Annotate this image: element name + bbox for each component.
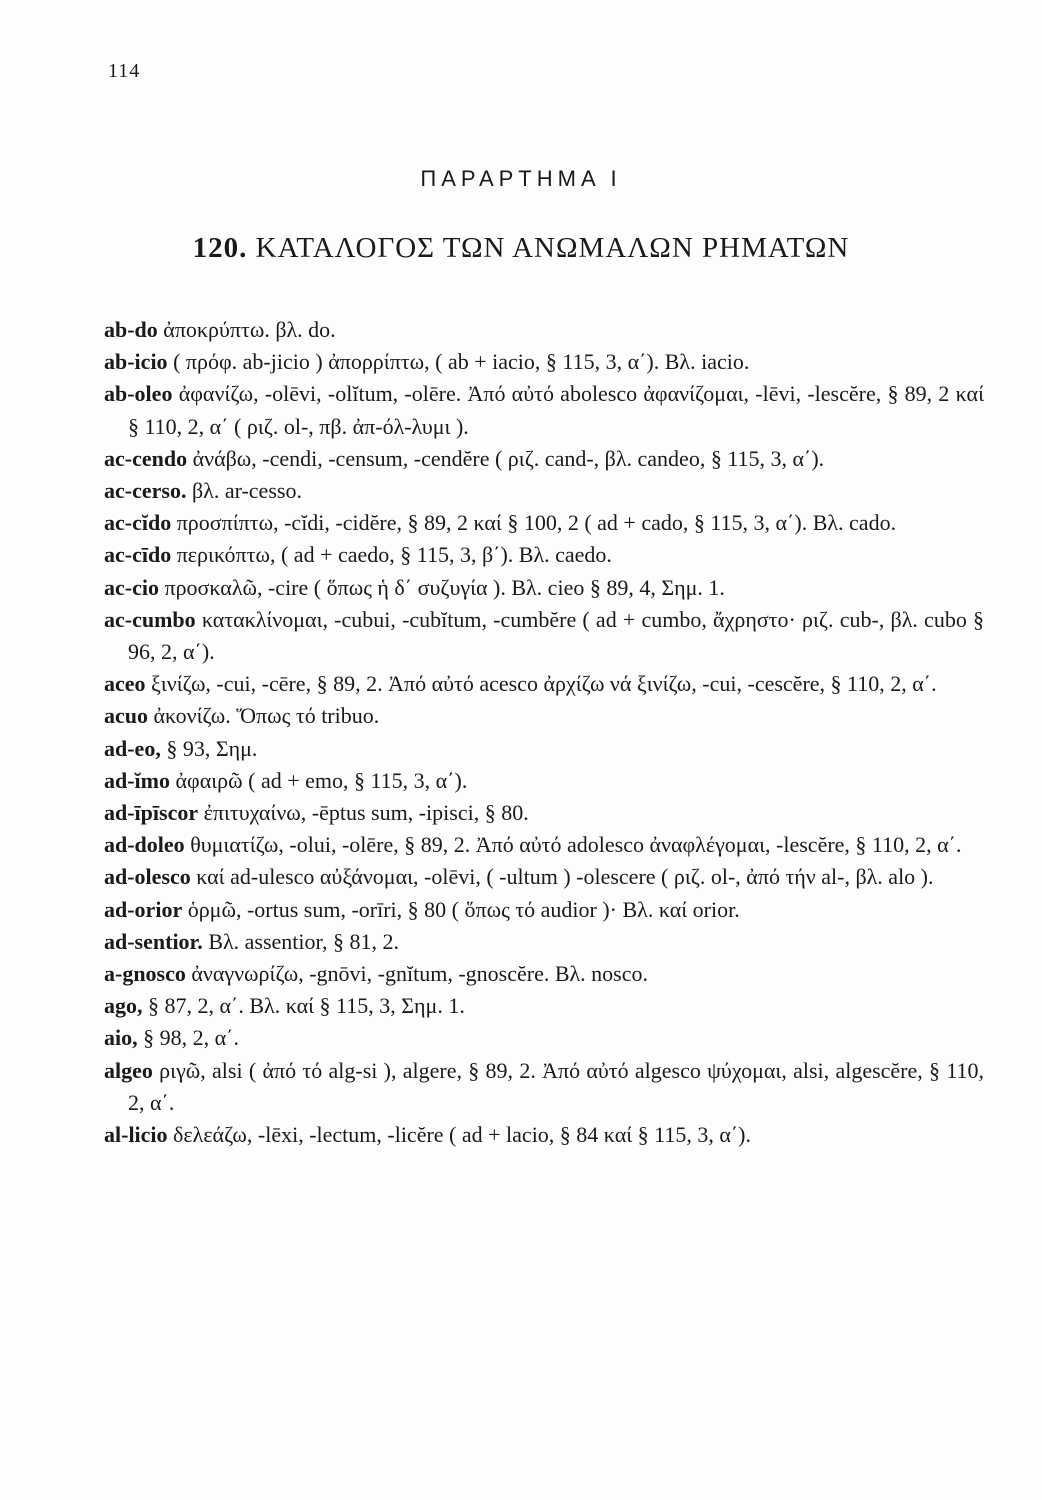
entry-head: aceo [104,671,146,697]
entry-text: προσπίπτω, -cĭdi, -cidĕre, § 89, 2 καί § 100, 2 ( ad + cado, § 115, 3, α΄). Βλ. cado. [176,510,897,536]
verb-entry [104,829,984,861]
verb-entry [104,604,984,668]
entry-text: θυμιατίζω, -olui, -olēre, § 89, 2. Ἀπό αὐτό adolesco ἀναφλέγομαι, -lescĕre, § 110, 2, α΄. [190,832,962,858]
entry-text: κατακλίνομαι, -cubui, -cubĭtum, -cumbĕre ( ad + cumbo, ἄχρηστο· ριζ. cub-, βλ. cubo § 96, 2, α΄). [128,606,985,665]
verb-entry [104,572,984,604]
entry-head: ac-cumbo [104,606,196,632]
verb-entry [104,861,984,893]
entry-head: ac-cendo [104,445,188,471]
verb-entry [104,926,984,958]
entry-head: ad-olesco [104,864,191,890]
entry-head: ad-sentior. [104,928,203,954]
entry-text: ἀφαιρῶ ( ad + emo, § 115, 3, α΄). [175,767,468,793]
entry-head: ad-ĭmo [104,767,170,793]
verb-entry [104,765,984,797]
entry-head: al-licio [104,1122,168,1148]
entry-head: ad-orior [104,896,183,922]
entry-head: acuo [104,703,148,729]
verb-entry [104,475,984,507]
verb-entry [104,733,984,765]
section-title-text: ΚΑΤΑΛΟΓΟΣ ΤΩΝ ΑΝΩΜΑΛΩΝ ΡΗΜΑΤΩΝ [255,232,850,264]
entry-head: ab-icio [104,349,168,375]
verb-entry [104,539,984,571]
entry-text: προσκαλῶ, -cire ( ὅπως ἡ δ΄ συζυγία ). Βλ. cieo § 89, 4, Σημ. 1. [164,574,725,600]
verb-entry [104,1119,984,1151]
verb-entry [104,346,984,378]
entry-text: Βλ. assentior, § 81, 2. [208,928,399,954]
section-title [0,232,1042,265]
entry-head: ab-oleo [104,381,173,407]
entry-head: ac-cīdo [104,542,172,568]
entry-text: § 98, 2, α΄. [143,1025,239,1051]
entry-text: βλ. ar-cesso. [191,478,302,504]
section-number: 120. [192,232,248,264]
entry-head: ad-īpīscor [104,800,199,826]
entry-head: ac-cerso. [104,478,187,504]
entry-text: ἀκονίζω. Ὅπως τό tribuo. [153,703,380,729]
entry-text: ἀφανίζω, -olēvi, -olĭtum, -olēre. Ἀπό αὐτό abolesco ἀφανίζομαι, -lēvi, -lescĕre, § 89, 2 καί § 110, 2, α΄ ( ριζ. ol-, πβ. ἀπ-όλ-λυμι ). [128,381,984,439]
entry-head: aio, [104,1025,138,1051]
entry-head: algeo [104,1057,153,1083]
entry-head: ab-do [104,317,158,342]
entry-text: ριγῶ, alsi ( ἀπό τό alg-si ), algere, § 89, 2. Ἀπό αὐτό algesco ψύχομαι, alsi, algescĕre, § 110, 2, α΄. [128,1057,984,1115]
entry-head: ago, [104,993,143,1019]
verb-entry [104,700,984,732]
entry-head: ac-cĭdo [104,510,172,536]
entry-text: δελεάζω, -lēxi, -lectum, -licĕre ( ad + lacio, § 84 καί § 115, 3, α΄). [173,1122,752,1148]
entry-text: § 87, 2, α΄. Βλ. καί § 115, 3, Σημ. 1. [148,993,465,1019]
verb-list [104,314,984,1151]
page-number: 114 [108,60,141,82]
entry-text: ἀναγνωρίζω, -gnōvi, -gnĭtum, -gnoscĕre. Βλ. nosco. [191,961,649,987]
entry-head: ad-doleo [104,832,185,858]
entry-text: ὁρμῶ, -ortus sum, -orīri, § 80 ( ὅπως τό audior )· Βλ. καί orior. [187,896,740,922]
entry-text: ἀποκρύπτω. βλ. do. [163,317,336,342]
entry-head: a-gnosco [104,961,186,987]
entry-text: ἀνάβω, -cendi, -censum, -cendĕre ( ριζ. cand-, βλ. candeo, § 115, 3, α΄). [192,445,825,471]
verb-entry [104,668,984,700]
verb-entry [104,507,984,539]
entry-text: ( πρόφ. ab-jicio ) ἀπορρίπτω, ( ab + iacio, § 115, 3, α΄). Βλ. iacio. [173,349,750,375]
entry-head: ac-cio [104,574,159,600]
appendix-title: ΠΑΡΑΡΤΗΜΑ Ι [420,166,622,191]
entry-text: § 93, Σημ. [166,735,258,761]
verb-entry [104,990,984,1022]
verb-entry [104,443,984,475]
verb-entry [104,1055,984,1119]
entry-text: περικόπτω, ( ad + caedo, § 115, 3, β΄). Βλ. caedo. [176,542,612,568]
verb-entry [104,958,984,990]
entry-text: ξινίζω, -cui, -cēre, § 89, 2. Ἀπό αὐτό acesco ἀρχίζω νά ξινίζω, -cui, -cescĕre, § 110, 2, α΄. [151,671,937,697]
verb-entry [104,1022,984,1054]
verb-entry [104,378,984,442]
verb-entry [104,314,984,346]
verb-entry [104,797,984,829]
entry-head: ad-eo, [104,735,161,761]
verb-entry [104,894,984,926]
entry-text: καί ad-ulesco αὐξάνομαι, -olēvi, ( -ultum ) -olescere ( ριζ. ol-, ἀπό τήν al-, βλ. alo ). [196,864,934,890]
entry-text: ἐπιτυχαίνω, -ēptus sum, -ipisci, § 80. [203,800,529,826]
